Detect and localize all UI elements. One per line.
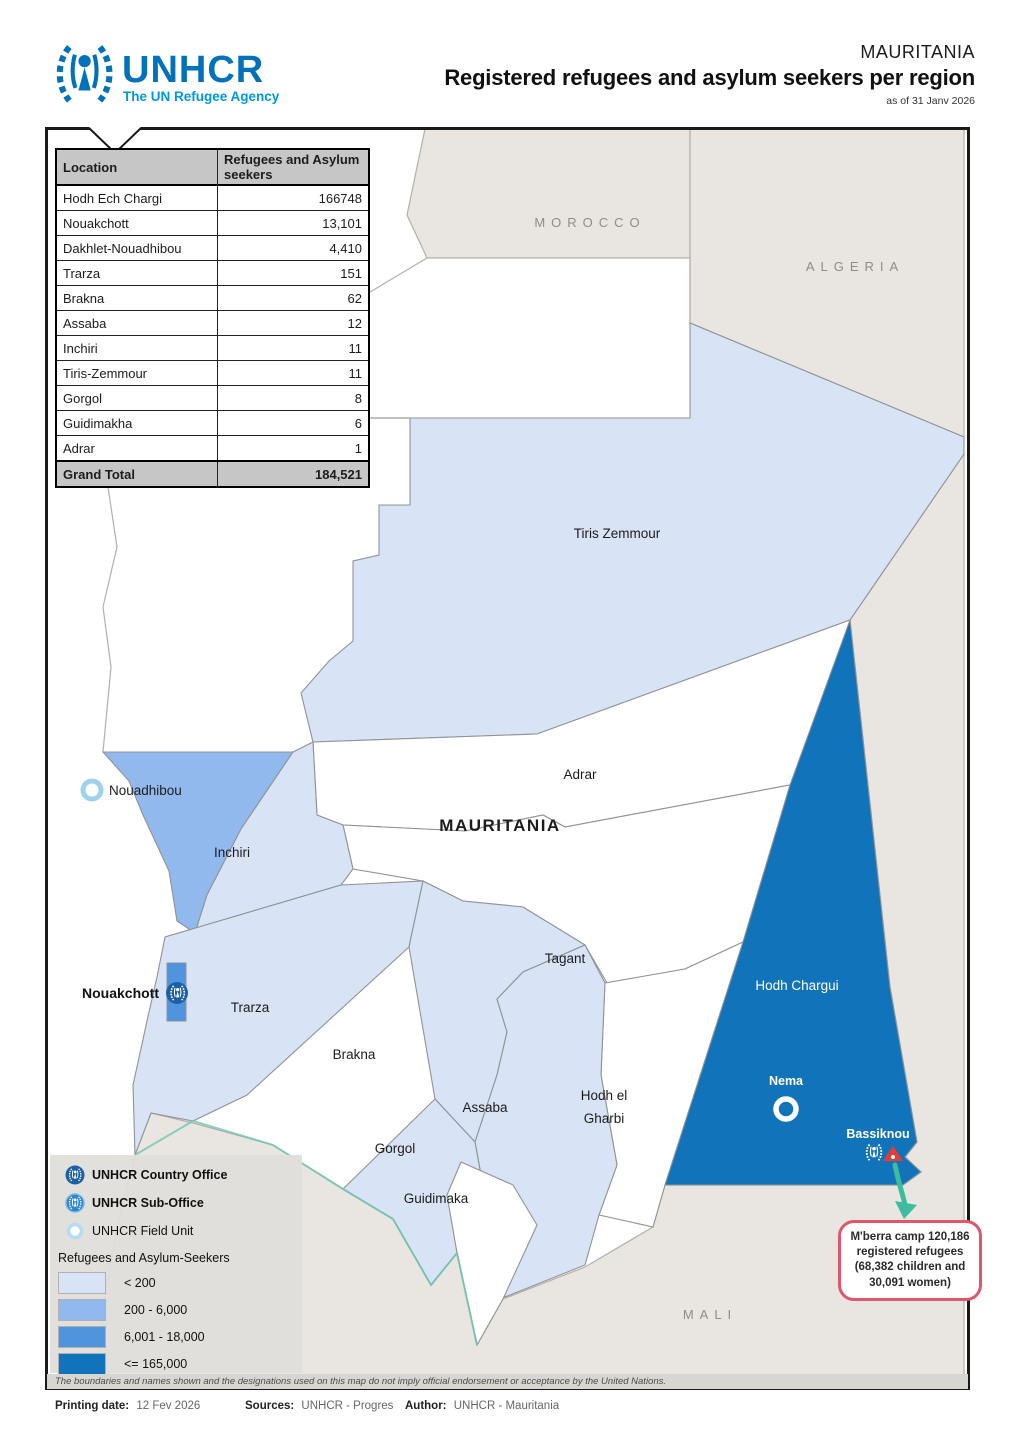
refugee-table — [55, 148, 370, 488]
range-swatch — [58, 1299, 106, 1321]
country-office-icon-nouakchott — [166, 982, 188, 1004]
range-swatch — [58, 1326, 106, 1348]
table-row — [56, 286, 369, 311]
label-trarza: Trarza — [230, 1000, 270, 1015]
table-row — [56, 211, 369, 236]
as-of-date: as of 31 Janv 2026 — [886, 95, 975, 107]
label-hodh-el-gharbi-1: Hodh el — [580, 1088, 628, 1103]
author-label: Author: — [405, 1400, 447, 1412]
label-mali: MALI — [682, 1307, 738, 1322]
range-label: 6,001 - 18,000 — [124, 1329, 205, 1344]
row-location: Trarza — [56, 261, 218, 286]
row-value: 6 — [218, 411, 370, 436]
table-header-value: Refugees and Asylum seekers — [218, 149, 370, 185]
row-value: 12 — [218, 311, 370, 336]
label-nema: Nema — [768, 1074, 804, 1088]
range-label: < 200 — [124, 1275, 156, 1290]
label-adrar: Adrar — [563, 767, 597, 782]
table-row — [56, 261, 369, 286]
field-unit-icon-nouadhibou — [83, 781, 101, 799]
label-hodh-el-gharbi-2: Gharbi — [583, 1111, 625, 1126]
label-inchiri: Inchiri — [213, 845, 251, 860]
table-row — [56, 361, 369, 386]
table-row — [56, 236, 369, 261]
table-row — [56, 336, 369, 361]
range-swatch — [58, 1272, 106, 1294]
region-morocco — [407, 129, 690, 258]
label-bassiknou: Bassiknou — [846, 1127, 910, 1141]
table-row — [56, 411, 369, 436]
table-total-row — [56, 461, 369, 487]
mberra-camp-callout: M'berra camp 120,186 registered refugees (68,382 children and 30,091 women) — [838, 1220, 982, 1301]
disclaimer: The boundaries and names shown and the designations used on this map do not imply official endorsement or acceptance by the United Nations. — [47, 1374, 968, 1389]
sources — [245, 1400, 393, 1412]
row-location: Dakhlet-Nouadhibou — [56, 236, 218, 261]
country-office-icon — [58, 1165, 92, 1185]
range-label: <= 165,000 — [124, 1356, 188, 1371]
row-location: Adrar — [56, 436, 218, 462]
row-value: 151 — [218, 261, 370, 286]
row-value: 8 — [218, 386, 370, 411]
label-gorgol: Gorgol — [374, 1141, 416, 1156]
unhcr-logo — [52, 40, 312, 112]
logo-wordmark: UNHCR — [122, 49, 265, 91]
range-label: 200 - 6,000 — [124, 1302, 188, 1317]
legend-sub-office — [58, 1189, 302, 1217]
label-morocco: MOROCCO — [534, 215, 646, 230]
label-hodh-chargui: Hodh Chargui — [755, 978, 839, 993]
total-label: Grand Total — [56, 461, 218, 487]
row-value: 62 — [218, 286, 370, 311]
row-value: 1 — [218, 436, 370, 462]
label-algeria: ALGERIA — [805, 259, 905, 274]
legend-range-row — [58, 1350, 302, 1377]
map-legend — [50, 1155, 302, 1373]
row-location: Inchiri — [56, 336, 218, 361]
logo-tagline: The UN Refugee Agency — [123, 89, 280, 104]
row-location: Guidimakha — [56, 411, 218, 436]
legend-ranges-title: Refugees and Asylum-Seekers — [58, 1251, 230, 1265]
label-tiris-zemmour: Tiris Zemmour — [573, 526, 661, 541]
author-value: UNHCR - Mauritania — [453, 1400, 560, 1412]
row-value: 11 — [218, 336, 370, 361]
label-mauritania: MAURITANIA — [439, 816, 561, 835]
sub-office-icon — [58, 1193, 92, 1213]
legend-label: UNHCR Field Unit — [92, 1224, 194, 1238]
table-header-row — [56, 149, 369, 185]
table-row — [56, 436, 369, 462]
page-title: Registered refugees and asylum seekers per region — [444, 65, 975, 90]
label-guidimaka: Guidimaka — [403, 1191, 469, 1206]
table-header-location: Location — [56, 149, 218, 185]
row-value: 11 — [218, 361, 370, 386]
label-nouakchott: Nouakchott — [82, 985, 159, 1001]
row-location: Assaba — [56, 311, 218, 336]
sources-label: Sources: — [245, 1400, 295, 1412]
row-location: Nouakchott — [56, 211, 218, 236]
author — [405, 1400, 559, 1412]
table-row — [56, 311, 369, 336]
label-nouadhibou: Nouadhibou — [109, 783, 182, 798]
label-brakna: Brakna — [332, 1047, 376, 1062]
row-location: Gorgol — [56, 386, 218, 411]
range-swatch — [58, 1353, 106, 1375]
printing-date — [55, 1400, 200, 1412]
total-value: 184,521 — [218, 461, 370, 487]
row-location: Tiris-Zemmour — [56, 361, 218, 386]
table-row — [56, 386, 369, 411]
row-location: Brakna — [56, 286, 218, 311]
row-location: Hodh Ech Chargi — [56, 185, 218, 211]
row-value: 166748 — [218, 185, 370, 211]
table-row — [56, 185, 369, 211]
row-value: 13,101 — [218, 211, 370, 236]
printing-date-value: 12 Fev 2026 — [136, 1400, 201, 1412]
printing-date-label: Printing date: — [55, 1400, 130, 1412]
legend-range-row — [58, 1269, 302, 1296]
header-country: MAURITANIA — [860, 42, 975, 62]
legend-range-row — [58, 1296, 302, 1323]
header-block — [335, 42, 975, 107]
sub-office-icon-nema — [776, 1099, 796, 1119]
sources-value: UNHCR - Progres — [301, 1400, 394, 1412]
label-tagant: Tagant — [544, 951, 586, 966]
legend-range-row — [58, 1323, 302, 1350]
legend-field-unit — [58, 1217, 302, 1245]
legend-label: UNHCR Country Office — [92, 1168, 228, 1182]
row-value: 4,410 — [218, 236, 370, 261]
field-unit-icon — [58, 1222, 92, 1240]
legend-label: UNHCR Sub-Office — [92, 1196, 204, 1210]
label-assaba: Assaba — [462, 1100, 508, 1115]
legend-country-office — [58, 1161, 302, 1189]
unhcr-emblem-icon — [60, 47, 110, 101]
